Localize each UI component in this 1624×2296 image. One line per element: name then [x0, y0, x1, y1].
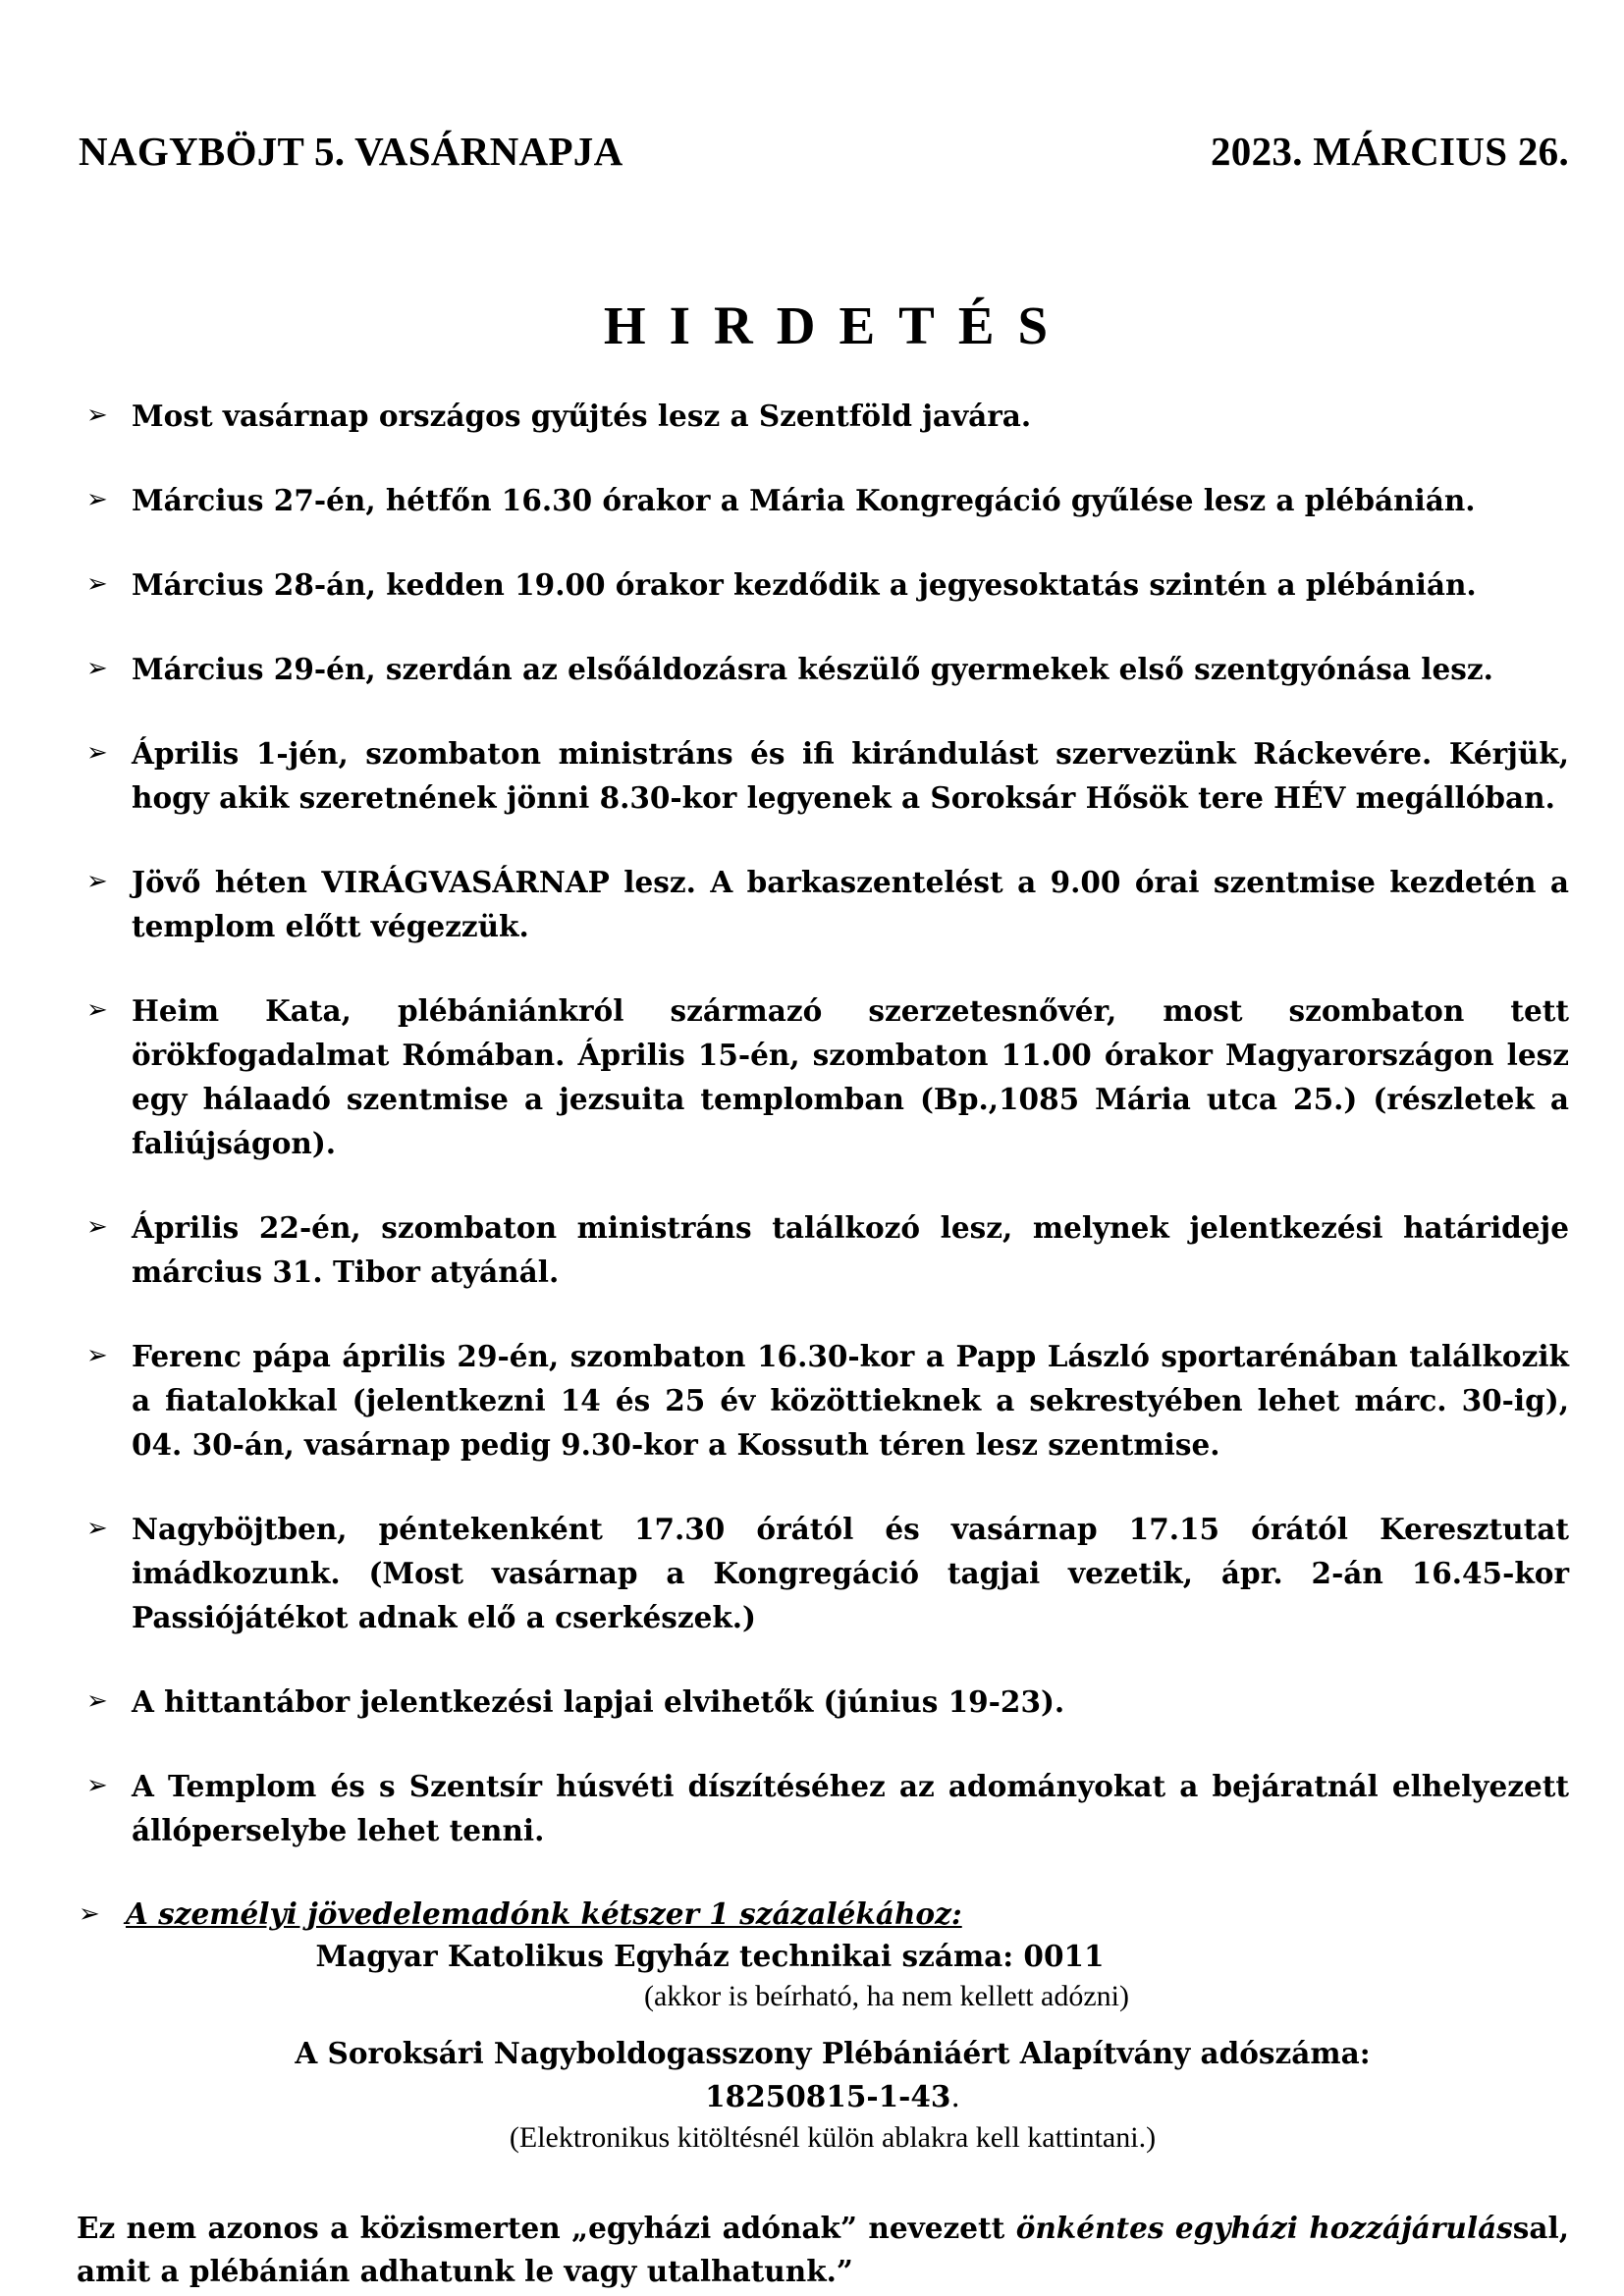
arrow-bullet-icon: ➢ — [86, 1514, 108, 1543]
announcement-text: Március 29-én, szerdán az elsőáldozásra készülő gyermekek első szentgyónása lesz. — [132, 652, 1493, 686]
tax-section-heading — [77, 1893, 1569, 1936]
announcement-text: Március 28-án, kedden 19.00 órakor kezdődik a jegyesoktatás szintén a plébánián. — [132, 567, 1477, 602]
foundation-tax-number — [96, 2075, 1569, 2118]
arrow-bullet-icon: ➢ — [86, 1212, 108, 1242]
header-date: 2023. MÁRCIUS 26. — [1211, 129, 1569, 174]
arrow-bullet-icon: ➢ — [86, 1771, 108, 1800]
announcement-text: Jövő héten VIRÁGVASÁRNAP lesz. A barkaszentelést a 9.00 órai szentmise kezdetén a templom előtt végezzük. — [132, 865, 1569, 943]
announcement-text: Heim Kata, plébániánkról származó szerzetesnővér, most szombaton tett örökfogadalmat Rómában. Április 15-én, szombaton 11.00 órakor Magyarországon lesz egy hálaadó szentmise a jezsuita templomban (Bp.,1085 Mária utca 25.) (részletek a faliújságon). — [132, 993, 1569, 1160]
closing-text-2: sal, amit a plébánián adhatunk le vagy utalhatunk.” — [77, 2211, 1569, 2288]
closing-paragraph — [77, 2207, 1569, 2293]
announcement-item — [77, 1334, 1569, 1467]
church-technical-number: Magyar Katolikus Egyház technikai száma: 0011 — [315, 1939, 1105, 1973]
page-header — [77, 128, 1569, 175]
closing-text-1: Ez nem azonos a közismerten „egyházi adónak” nevezett — [77, 2211, 1016, 2245]
arrow-bullet-icon: ➢ — [86, 1686, 108, 1716]
announcement-item — [77, 1205, 1569, 1294]
tax-heading-text: A személyi jövedelemadónk kétszer 1 százalékához: — [126, 1896, 962, 1931]
announcement-item — [77, 988, 1569, 1165]
announcement-text: A Templom és s Szentsír húsvéti díszítéséhez az adományokat a bejáratnál elhelyezett állóperselybe lehet tenni. — [132, 1769, 1569, 1847]
header-occasion: NAGYBÖJT 5. VASÁRNAPJA — [79, 129, 623, 174]
arrow-bullet-icon: ➢ — [86, 485, 108, 514]
arrow-bullet-icon: ➢ — [86, 654, 108, 683]
arrow-bullet-icon: ➢ — [86, 569, 108, 599]
announcement-item — [77, 647, 1569, 691]
announcement-text: Nagyböjtben, péntekenként 17.30 órától és vasárnap 17.15 órától Keresztutat imádkozunk. (Most vasárnap a Kongregáció tagjai vezetik, ápr. 2-án 16.45-kor Passiójátékot adnak elő a cserkészek.) — [132, 1512, 1569, 1634]
announcement-item — [77, 731, 1569, 820]
announcement-item — [77, 478, 1569, 522]
announcement-item — [77, 1507, 1569, 1639]
announcement-text: A hittantábor jelentkezési lapjai elvihetők (június 19-23). — [132, 1684, 1065, 1719]
announcement-text: Ferenc pápa április 29-én, szombaton 16.30-kor a Papp László sportarénában találkozik a fiatalokkal (jelentkezni 14 és 25 év közöttieknek a sekrestyében lehet márc. 30-ig), 04. 30-án, vasárnap pedig 9.30-kor a Kossuth téren lesz szentmise. — [132, 1339, 1569, 1462]
arrow-bullet-icon: ➢ — [86, 738, 108, 768]
arrow-bullet-icon: ➢ — [86, 867, 108, 896]
foundation-tax-heading: A Soroksári Nagyboldogasszony Plébániáért Alapítvány adószáma: — [295, 2036, 1371, 2070]
announcement-item — [77, 1680, 1569, 1724]
announcement-item — [77, 394, 1569, 438]
closing-italic-text: önkéntes egyházi hozzájárulás — [1015, 2211, 1513, 2245]
announcement-item — [77, 860, 1569, 948]
tax-number-value: 18250815-1-43 — [705, 2079, 951, 2113]
tax-number-suffix: . — [950, 2080, 960, 2113]
technical-number-note: (akkor is beírható, ha nem kellett adózni) — [644, 1980, 1129, 2012]
arrow-bullet-icon: ➢ — [79, 1899, 100, 1929]
arrow-bullet-icon: ➢ — [86, 400, 108, 430]
announcement-text: Március 27-én, hétfőn 16.30 órakor a Mária Kongregáció gyűlése lesz a plébánián. — [132, 483, 1476, 517]
announcement-list — [77, 394, 1569, 1852]
announcement-item — [77, 562, 1569, 607]
electronic-filing-note: (Elektronikus kitöltésnél külön ablakra kell kattintani.) — [509, 2121, 1157, 2154]
announcement-text: Április 1-jén, szombaton ministráns és ifi kirándulást szervezünk Ráckevére. Kérjük, hogy akik szeretnének jönni 8.30-kor legyenek a Soroksár Hősök tere HÉV megállóban. — [132, 736, 1569, 815]
announcement-text: Most vasárnap országos gyűjtés lesz a Szentföld javára. — [132, 399, 1032, 433]
arrow-bullet-icon: ➢ — [86, 1341, 108, 1370]
announcement-text: Április 22-én, szombaton ministráns találkozó lesz, melynek jelentkezési határideje március 31. Tibor atyánál. — [132, 1210, 1569, 1289]
announcement-item — [77, 1764, 1569, 1852]
page-title: HIRDETÉS — [603, 295, 1072, 355]
arrow-bullet-icon: ➢ — [86, 995, 108, 1025]
